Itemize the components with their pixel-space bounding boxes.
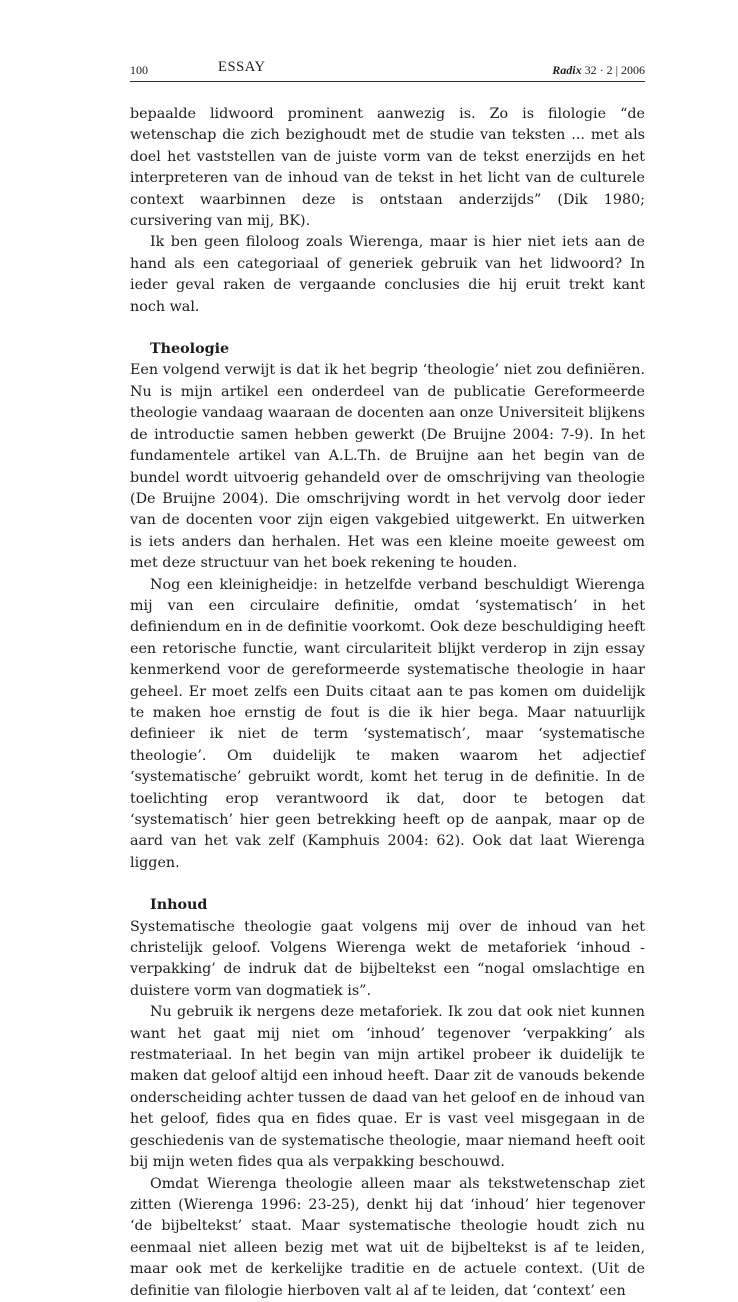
heading-inhoud: Inhoud <box>150 897 208 914</box>
paragraph: Ik ben geen filoloog zoals Wierenga, maar is hier niet iets aan de hand als een categoriaal of generiek gebruik van het lidwoord? In ieder geval raken de vergaande conclusies die hij eruit trekt kant noch wal. <box>130 234 645 315</box>
paragraph: Nog een kleinigheidje: in hetzelfde verband beschuldigt Wierenga mij van een circulaire definitie, omdat ‘systematisch’ in het definiendum en in de definitie voorkomt. Ook deze beschuldiging heeft een retorische functie, want circulariteit blijkt verderop in zijn essay kenmerkend voor de gereformeerde systematische theologie in haar geheel. Er moet zelfs een Duits citaat aan te pas komen om duidelijk te maken hoe ernstig de fout is die ik hier bega. Maar natuurlijk definieer ik niet de term ‘systematisch’, maar ‘systematische theologie’. Om duidelijk te maken waarom het adjectief ‘systematische’ gebruikt wordt, komt het terug in de definitie. In de toelichting erop verantwoord ik dat, door te betogen dat ‘systematisch’ hier geen betrekking heeft op de aanpak, maar op de aard van het vak zelf (Kamphuis 2004: 62). Ook dat laat Wierenga liggen. <box>130 576 645 871</box>
section-label: ESSAY <box>218 59 266 75</box>
heading-theologie: Theologie <box>150 341 230 358</box>
paragraph: bepaalde lidwoord prominent aanwezig is. Zo is filologie “de wetenschap die zich bezighoudt met de studie van teksten ... met als doel het vaststellen van de juiste vorm van de tekst enerzijds en het interpreteren van de inhoud van de tekst in het licht van de culturele context waarbinnen deze is ontstaan anderzijds” (Dik 1980; cursivering van mij, BK). <box>130 106 645 230</box>
body-text <box>130 104 645 1302</box>
page-number: 100 <box>130 63 148 77</box>
paragraph: Nu gebruik ik nergens deze metaforiek. Ik zou dat ook niet kunnen want het gaat mij niet om ‘inhoud’ tegenover ‘verpakking’ als restmateriaal. In het begin van mijn artikel probeer ik duidelijk te maken dat geloof altijd een inhoud heeft. Daar zit de vanouds bekende onderscheiding achter tussen de daad van het geloof en de inhoud van het geloof, fides qua en fides quae. Er is vast veel misgegaan in de geschiedenis van de systematische theologie, maar niemand heeft ooit bij mijn weten fides qua als verpakking beschouwd. <box>130 1004 645 1171</box>
journal-name: Radix <box>552 63 582 77</box>
running-header <box>130 59 645 82</box>
journal-reference <box>552 63 645 78</box>
journal-issue: 32 · 2 | 2006 <box>584 63 645 77</box>
paragraph: Systematische theologie gaat volgens mij over de inhoud van het christelijk geloof. Volgens Wierenga wekt de metaforiek ‘inhoud - verpakking’ de indruk dat de bijbeltekst een “nogal omslachtige en duistere vorm van dogmatiek is”. <box>130 918 645 999</box>
paragraph: Omdat Wierenga theologie alleen maar als tekstwetenschap ziet zitten (Wierenga 1996: 23-25), denkt hij dat ‘inhoud’ hier tegenover ‘de bijbeltekst’ staat. Maar systematische theologie houdt zich nu eenmaal niet alleen bezig met wat uit de bijbeltekst is af te leiden, maar ook met de kerkelijke traditie en de actuele context. (Uit de definitie van filologie hierboven valt al af te leiden, dat ‘context’ een <box>130 1175 645 1299</box>
paragraph: Een volgend verwijt is dat ik het begrip ‘theologie’ niet zou definiëren. Nu is mijn artikel een onderdeel van de publicatie Gereformeerde theologie vandaag waaraan de docenten aan onze Universiteit blijkens de introductie samen hebben gewerkt (De Bruijne 2004: 7-9). In het fundamentele artikel van A.L.Th. de Bruijne aan het begin van de bundel wordt uitvoerig gehandeld over de omschrijving van theologie (De Bruijne 2004). Die omschrijving wordt in het vervolg door ieder van de docenten voor zijn eigen vakgebied uitgewerkt. En uitwerken is iets anders dan herhalen. Het was een kleine moeite geweest om met deze structuur van het boek rekening te houden. <box>130 362 645 572</box>
